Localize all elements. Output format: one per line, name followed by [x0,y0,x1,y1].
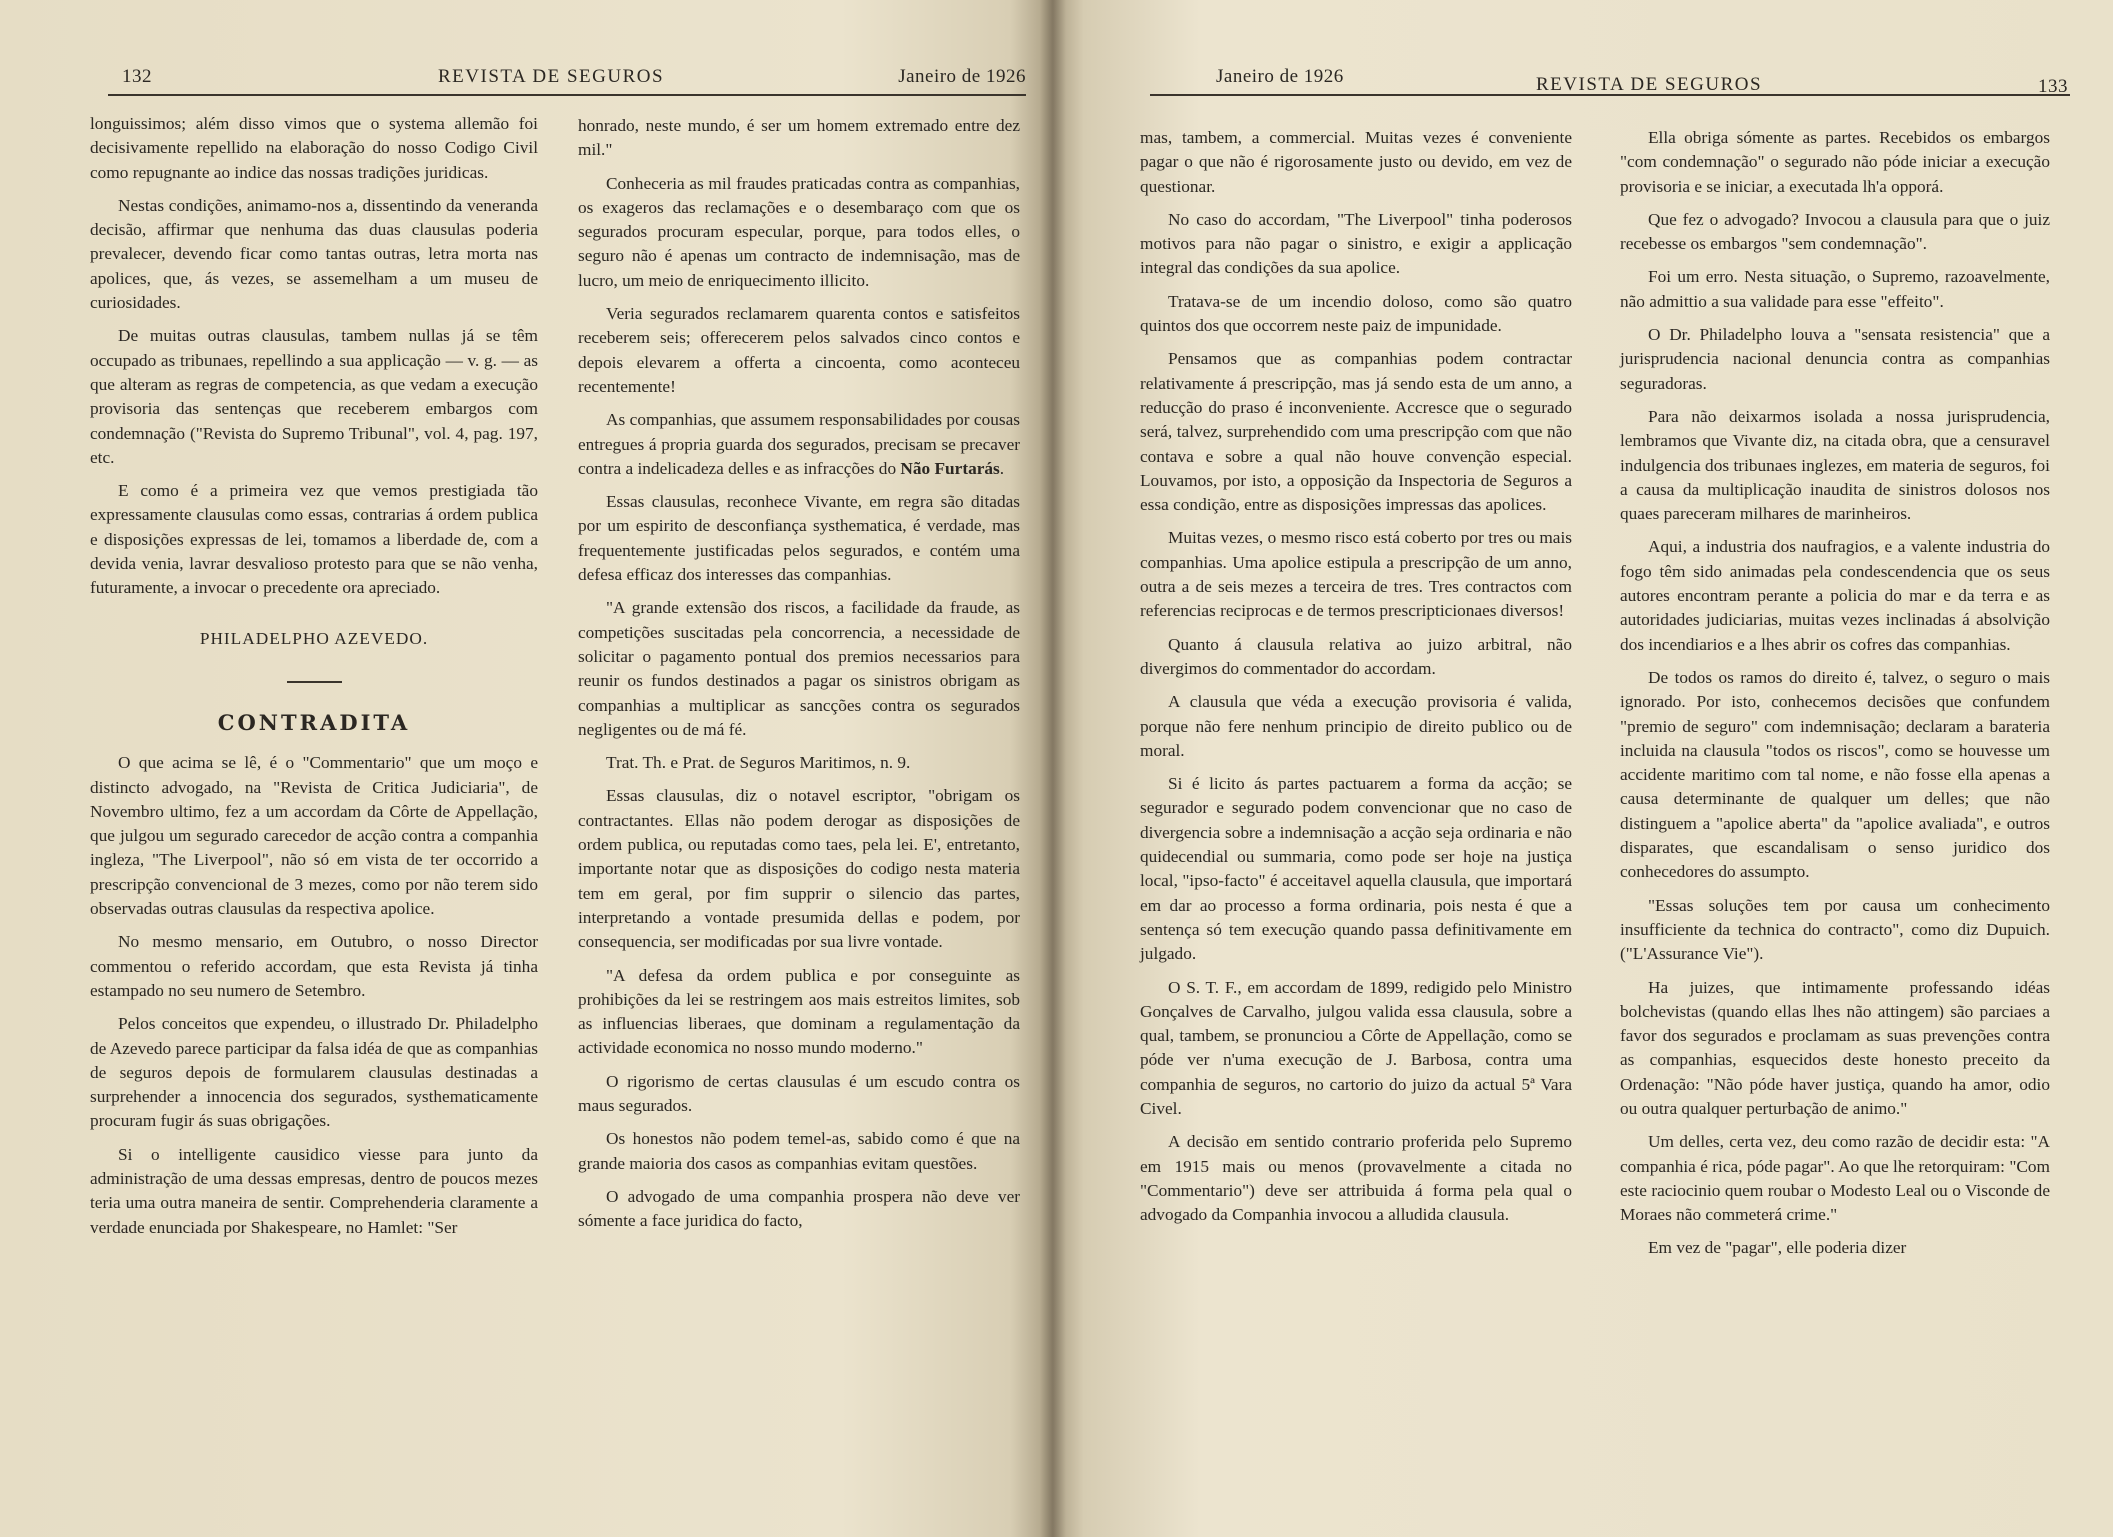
page-number: 133 [2038,76,2068,97]
paragraph: "A defesa da ordem publica e por conseguinte as prohibições da lei se restringem aos mais estreitos limites, sob as influencias liberaes, que dominam a regulamentação da actividade economica no nosso mundo moderno." [578,965,1020,1058]
paragraph: Que fez o advogado? Invocou a clausula para que o juiz recebesse os embargos "sem condemnação". [1620,209,2050,254]
left-column-2 [578,114,1020,1242]
paragraph: De todos os ramos do direito é, talvez, o seguro o mais ignorado. Por isto, conhecemos decisões que confundem "premio de seguro" com indemnisação; declaram a barateria incluida na clausula "todos os riscos", como se houvesse um accidente maritimo com tal nome, e não fosse ella apenas a causa determinante de qualquer um delles; que não distinguem a "apolice aberta" da "apolice avaliada", e outros disparates, que escandalisam o senso juridico dos conhecedores do assumpto. [1620,667,2050,882]
paragraph: Pensamos que as companhias podem contractar relativamente á prescripção, mas já sendo esta de um anno, a reducção do praso é inconveniente. Accresce que o segurado será, talvez, surprehendido com uma prescripção com que não contava e sobre a qual não houve convenção especial. Louvamos, por isto, a opposição da Inspectoria de Seguros a essa condição, entre as disposições impressas das apolices. [1140,349,1572,515]
paragraph: Si é licito ás partes pactuarem a forma da acção; se segurador e segurado podem convencionar que no caso de divergencia sobre a indemnisação a acção seja ordinaria e não quidecendial ou summaria, como pode ser hoje na justiça local, "ipso-facto" é acceitavel aquella clausula, que importará em dar ao processo a forma ordinaria, pois nesta é que a sentença só tem execução quando passa definitivamente em julgado. [1140,774,1572,964]
paragraph: Conheceria as mil fraudes praticadas contra as companhias, os exageros das reclamações e o desembaraço com que os segurados procuram especular, porque, para todos elles, o seguro não é apenas um contracto de indemnisação, mas de lucro, um meio de enriquecimento illicito. [578,173,1020,290]
paragraph: Veria segurados reclamarem quarenta contos e satisfeitos receberem seis; offerecerem pelos salvados cinco contos e depois elevarem a offerta a cincoenta, como aconteceu recentemente! [578,304,1020,396]
paragraph: O que acima se lê, é o "Commentario" que um moço e distincto advogado, na "Revista de Critica Judiciaria", de Novembro ultimo, fez a um accordam da Côrte de Appellação, que julgou um segurado carecedor de acção contra a companhia ingleza, "The Liverpool", não só em vista de ter occorrido a prescripção convencional de 3 mezes, como por não terem sido observadas outras clausulas da respectiva apolice. [90,753,538,919]
emphasis-text: Não Furtarás [900,458,1000,478]
paragraph: Essas clausulas, reconhece Vivante, em regra são ditadas por um espirito de desconfiança systhematica, é verdade, mas frequentemente justificadas pelos segurados, e contém uma defesa efficaz dos interesses das companhias. [578,492,1020,585]
paragraph: Ha juizes, que intimamente professando idéas bolchevistas (quando ellas lhes não attingem) são parciaes a favor dos segurados e proclamam as suas prevenções contra as companhias, esquecidos deste honesto preceito da Ordenação: "Não póde haver justiça, quando ha amor, odio ou outra qualquer perturbação de animo." [1620,977,2050,1118]
paragraph: Foi um erro. Nesta situação, o Supremo, razoavelmente, não admittio a sua validade para esse "effeito". [1620,267,2050,311]
citation: Trat. Th. e Prat. de Seguros Maritimos, n. 9. [606,753,911,773]
paragraph: No caso do accordam, "The Liverpool" tinha poderosos motivos para não pagar o sinistro, e exigir a applicação integral das condições da sua apolice. [1140,209,1572,278]
paragraph: E como é a primeira vez que vemos prestigiada tão expressamente clausulas como essas, contrarias á ordem publica e disposições expressas de lei, tomamos a liberdade de, com a devida venia, lavrar desvalioso protesto para que se não venha, futuramente, a invocar o precedente ora apreciado. [90,481,538,598]
paragraph: Nestas condições, animamo-nos a, dissentindo da veneranda decisão, affirmar que nenhuma das duas clausulas poderia prevalecer, devendo ficar como tantas outras, letra morta nas apolices, que, ás vezes, se assemelham a um museu de curiosidades. [90,195,538,313]
paragraph: Ella obriga sómente as partes. Recebidos os embargos "com condemnação" o segurado não póde iniciar a execução provisoria e se iniciar, a executada lh'a opporá. [1620,128,2050,196]
paragraph: O S. T. F., em accordam de 1899, redigido pelo Ministro Gonçalves de Carvalho, julgou valida essa clausula, sobre a qual, tambem, se pronunciou a Côrte de Appellação, como se póde ver n'uma execução de J. Barbosa, contra uma companhia de seguros, no cartorio do juizo da actual 5ª Vara Civel. [1140,977,1572,1118]
left-page-header [108,64,1026,96]
running-title: REVISTA DE SEGUROS [1536,74,1763,95]
paragraph: O Dr. Philadelpho louva a "sensata resistencia" que a jurisprudencia nacional denuncia contra as companhias seguradoras. [1620,325,2050,393]
paragraph: longuissimos; além disso vimos que o systema allemão foi decisivamente repellido na elaboração do nosso Codigo Civil como repugnante ao indice das nossas tradições juridicas. [90,114,538,182]
paragraph: A decisão em sentido contrario proferida pelo Supremo em 1915 mais ou menos (provavelmente a citada no "Commentario") deve ser attribuida á forma pela qual o advogado da Companhia invocou a alludida clausula. [1140,1132,1572,1225]
paragraph: Um delles, certa vez, deu como razão de decidir esta: "A companhia é rica, póde pagar". Ao que lhe retorquiram: "Com este raciocinio quem roubar o Modesto Leal ou o Visconde de Moraes não commeterá crime." [1620,1132,2050,1225]
paragraph: "Essas soluções tem por causa um conhecimento insufficiente da technica do contracto", como diz Dupuich. ("L'Assurance Vie"). [1620,895,2050,964]
paragraph: De muitas outras clausulas, tambem nullas já se têm occupado as tribunaes, repellindo a sua applicação — v. g. — as que alteram as regras de competencia, as que vedam a execução provisoria das sentenças que receberem embargos com condemnação ("Revista do Supremo Tribunal", vol. 4, pag. 197, etc. [90,326,538,467]
right-page-header [1150,64,2070,96]
issue-date: Janeiro de 1926 [898,66,1026,87]
paragraph: "A grande extensão dos riscos, a facilidade da fraude, as competições suscitadas pela concorrencia, a necessidade de solicitar o pagamento pontual dos premios necessarios para reunir os fundos destinados a pagar os sinistros obrigam as companhias a multiplicar as sancções contra os segurados negligentes ou de má fé. [578,598,1020,739]
page-number: 132 [122,66,152,87]
left-page [0,0,1052,1537]
right-page [1052,0,2113,1537]
paragraph: Pelos conceitos que expendeu, o illustrado Dr. Philadelpho de Azevedo parece participar da falsa idéa de que as companhias de seguros depois de formularem clausulas destinadas a surprehender a innocencia dos segurados, systhematicamente procuram fugir ás suas obrigações. [90,1014,538,1131]
paragraph-text: As companhias, que assumem responsabilidades por cousas entregues á propria guarda dos segurados, precisam se precaver contra a indelicadeza delles e as infracções do [578,410,1020,478]
section-divider [287,681,342,683]
right-column-1 [1140,126,1572,1236]
paragraph: Si o intelligente causidico viesse para junto da administração de uma dessas empresas, dentro de poucos mezes teria uma outra maneira de sentir. Comprehenderia claramente a verdade enunciada por Shakespeare, no Hamlet: "Ser [90,1144,538,1237]
paragraph: Os honestos não podem temel-as, sabido como é que na grande maioria dos casos as companhias evitam questões. [578,1129,1020,1173]
paragraph: O advogado de uma companhia prospera não deve ver sómente a face juridica do facto, [578,1186,1020,1231]
author-signature: PHILADELPHO AZEVEDO. [199,628,429,648]
paragraph: Aqui, a industria dos naufragios, e a valente industria do fogo têm sido animadas pela condescendencia que os seus autores encontram perante a policia do mar e da terra e as autoridades judiciarias, muitas vezes inclinadas á absolvição dos incendiarios e a lhes abrir os cofres das companhias. [1620,537,2050,654]
paragraph-text: . [999,458,1005,478]
paragraph: No mesmo mensario, em Outubro, o nosso Director commentou o referido accordam, que esta Revista já tinha estampado no seu numero de Setembro. [90,932,538,1000]
paragraph: A clausula que véda a execução provisoria é valida, porque não fere nenhum principio de direito publico ou de moral. [1140,692,1572,760]
running-title: REVISTA DE SEGUROS [438,66,665,87]
paragraph [578,408,1020,481]
right-column-2 [1620,126,2050,1270]
paragraph: mas, tambem, a commercial. Muitas vezes é conveniente pagar o que não é rigorosamente justo ou devido, em vez de questionar. [1140,128,1572,196]
paragraph: honrado, neste mundo, é ser um homem extremado entre dez mil." [578,116,1020,160]
paragraph: O rigorismo de certas clausulas é um escudo contra os maus segurados. [578,1071,1020,1115]
left-column-1 [90,112,538,1249]
paragraph: Tratava-se de um incendio doloso, como são quatro quintos dos que occorrem neste paiz de impunidade. [1140,291,1572,336]
paragraph: Muitas vezes, o mesmo risco está coberto por tres ou mais companhias. Uma apolice estipula a prescripção de um anno, outra a de seis mezes a terceira de tres. Tres contractos com referencias reciprocas e de termos prescripticionaes diversos! [1140,528,1572,621]
book-gutter [1040,0,1066,1537]
paragraph: Essas clausulas, diz o notavel escriptor, "obrigam os contractantes. Ellas não podem derogar as disposições de ordem publica, ou reputadas como taes, pela lei. E', entretanto, importante notar que as disposições do codigo nesta materia tem em geral, por fim supprir o silencio das partes, interpretando a vontade presumida dellas e podem, por consequencia, ser modificadas por sua livre vontade. [578,786,1020,952]
issue-date: Janeiro de 1926 [1216,66,1344,87]
paragraph: Quanto á clausula relativa ao juizo arbitral, não divergimos do commentador do accordam. [1140,634,1572,678]
paragraph: Para não deixarmos isolada a nossa jurisprudencia, lembramos que Vivante diz, na citada obra, que a censuravel indulgencia dos tribunaes inglezes, em materia de seguros, foi a causa da multiplicação inaudita de sinistros dolosos nos quaes pareceram milhares de marinheiros. [1620,406,2050,524]
section-heading: CONTRADITA [217,709,411,735]
paragraph: Em vez de "pagar", elle poderia dizer [1648,1238,1907,1258]
